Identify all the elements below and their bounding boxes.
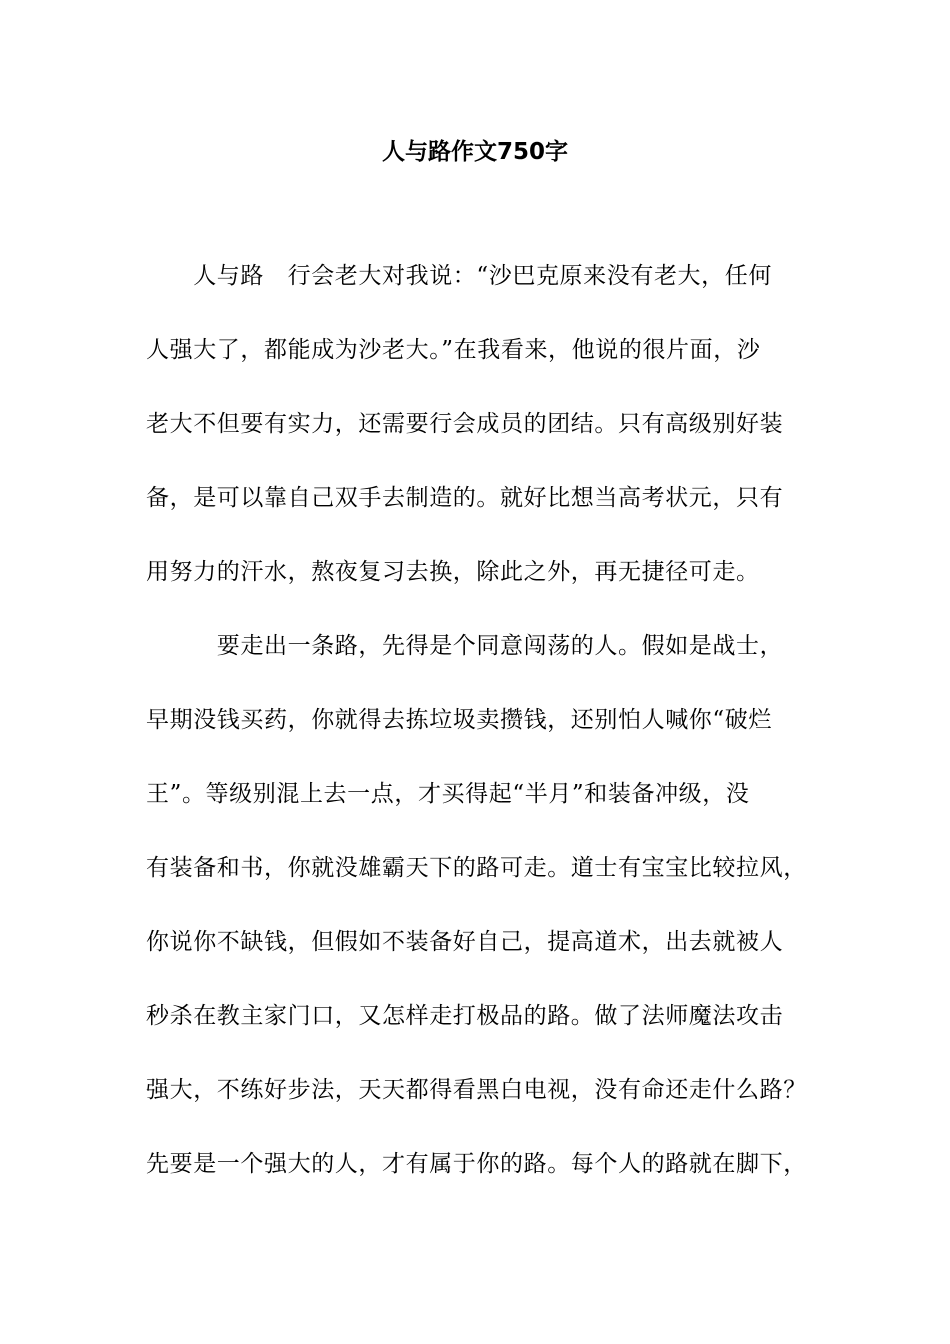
body-line-2: 人强大了，都能成为沙老大。”在我看来，他说的很片面，沙	[146, 337, 761, 363]
body-line-7: 早期没钱买药，你就得去拣垃圾卖攒钱，还别怕人喊你“破烂	[146, 707, 772, 733]
body-line-5: 用努力的汗水，熬夜复习去换，除此之外，再无捷径可走。	[146, 559, 760, 585]
body-line-8: 王”。等级别混上去一点，才买得起“半月”和装备冲级，没	[146, 781, 750, 807]
body-line-12: 强大，不练好步法，天天都得看黑白电视，没有命还走什么路？	[146, 1077, 807, 1103]
document-title: 人与路作文750字	[381, 139, 568, 165]
body-line-10: 你说你不缺钱，但假如不装备好自己，提高道术，出去就被人	[146, 929, 784, 955]
body-line-13: 先要是一个强大的人，才有属于你的路。每个人的路就在脚下，	[146, 1151, 807, 1177]
body-line-3: 老大不但要有实力，还需要行会成员的团结。只有高级别好装	[146, 411, 784, 437]
body-line-6: 要走出一条路，先得是个同意闯荡的人。假如是战士，	[146, 633, 784, 659]
body-line-9: 有装备和书，你就没雄霸天下的路可走。道士有宝宝比较拉风，	[146, 855, 807, 881]
body-line-1: 人与路 行会老大对我说：“沙巴克原来没有老大，任何	[146, 263, 772, 289]
body-line-11: 秒杀在教主家门口，又怎样走打极品的路。做了法师魔法攻击	[146, 1003, 784, 1029]
body-line-4: 备，是可以靠自己双手去制造的。就好比想当高考状元，只有	[146, 485, 784, 511]
document-body	[146, 258, 826, 1220]
